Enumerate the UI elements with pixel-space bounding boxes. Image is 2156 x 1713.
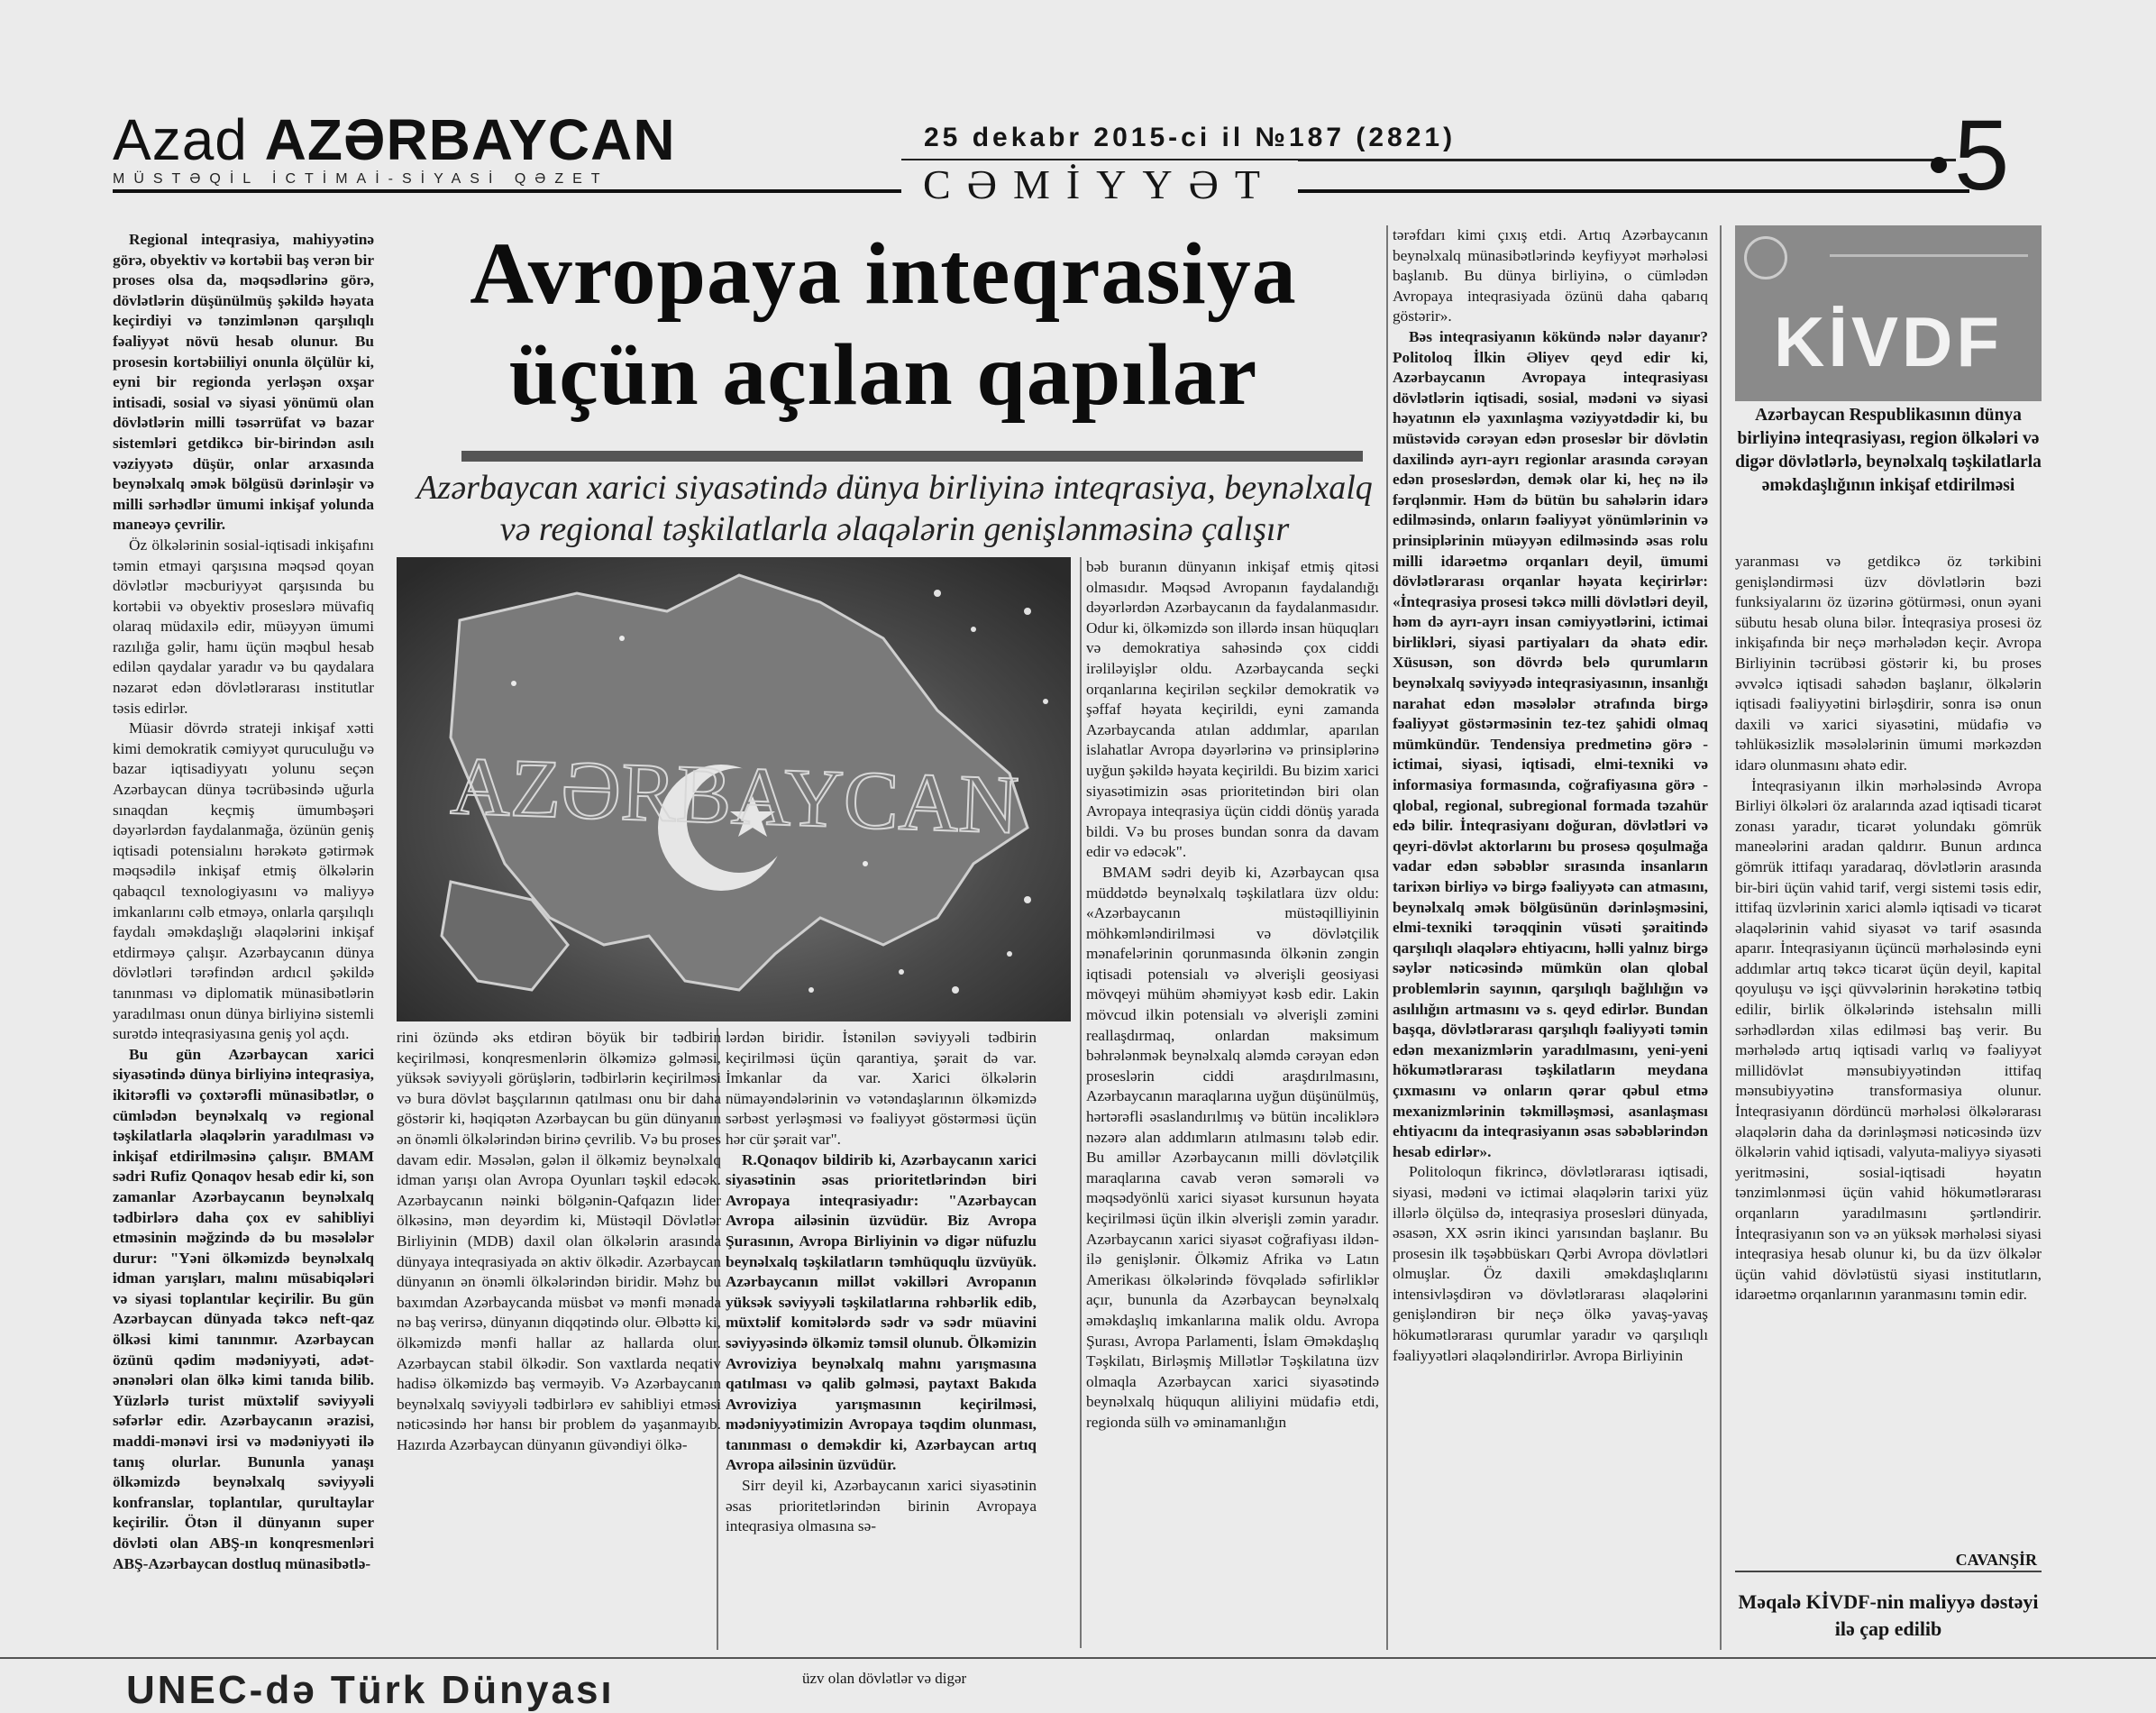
newspaper-tagline: MÜSTƏQİL İCTİMAİ-SİYASİ QƏZET (113, 171, 609, 187)
column-divider (1080, 557, 1082, 1648)
page-number: 5 (1954, 100, 2010, 211)
column-paragraph: R.Qonaqov bildirib ki, Azərbaycanın xarici siyasətinin əsas prioritetlərindən biri Avropaya inteqrasiyadır: "Azərbaycan Avropa ailəsinin üzvüdür. Biz Avropa Şurasının, Avropa Birliyinin və digər nüfuzlu beynəlxalq təşkilatların təmhüquqlu üzvüyük. Azərbaycanın millət vəkilləri Avropanın yüksək səviyyəli təşkilatlarına rəhbərlik edib, müxtəlif komitələrdə sədr və sədr müavini səviyyəsində ölkəmiz təmsil olunub. Ölkəmizin Avroviziya beynəlxalq mahnı yarışmasına qatılması və qalib gəlməsi, paytaxt Bakıda Avroviziya yarışmasının keçirilməsi, mədəniyyətimizin Avropaya təqdim olunması, tanınması o deməkdir ki, Azərbaycan artıq Avropa ailəsinin üzvüdür. (726, 1150, 1037, 1474)
page-bottom-rule (0, 1657, 2156, 1659)
footnote-rule (1735, 1571, 2042, 1572)
column-paragraph: Bəs inteqrasiyanın kökündə nələr dayanır? Politoloq İlkin Əliyev qeyd edir ki, Azərbaycanın Avropaya inteqrasiyası dövlətlərin iqtisadi, sosial, mədəni və siyasi həyatının elə yaxınlaşma vəziyyətdədir ki, bu müstəvidə cərəyan edən proseslər bir dövlətin daxilində ayrı-ayrı regionlar arasında cərəyan edən proseslərdən, demək olar ki, heç nə ilə fərqlənmir. Həm də bütün bu sahələrin idarə edilməsində, onların fəaliyyət yönümlərinin və prinsiplərinin müəyyən edilməsində əsas rolu milli idarəetmə orqanları deyil, ümumi dövlətlərarası orqanlar həyata keçirirlər: «İnteqrasiya prosesi təkcə milli dövlətləri deyil, həm də ayrı-ayrı insan cəmiyyətlərini, ictimai birlikləri, siyasi partiyaları da əhatə edir. Xüsusən, son dövrdə belə qurumların beynəlxalq səviyyədə inteqrasiyasının, insanlığı narahat edən məsələlər ətrafında birgə fəaliyyət göstərməsinin tez-tez şahidi olmaq mümkündür. Tendensiya predmetinə görə - ictimai, siyasi, iqtisadi, elmi-texniki və informasiya formasında, coğrafiyasına görə - qlobal, regional, subregional formada təzahür edə bilir. İnteqrasiyanı doğuran, dövlətləri və qeyri-dövlət aktorlarını bu prosesə qoşulmağa vadar edən səbəblər sırasında insanların tarixən birliyə və birgə fəaliyyətə can atmasını, beynəlxalq əmək bölgüsünün dərinləşməsini, elmi-texniki tərəqqinin vüsəti şəraitində qarşılıqlı əlaqələrə ehtiyacını, həlli yalnız birgə səylər nəticəsində mümkün olan qlobal problemlərin sayının, qarşılıqlı bağlılığın və asılılığın artmasını və s. qeyd edirlər. Bundan başqa, dövlətlərarası qarşılıqlı fəaliyyəti təmin edən mexanizmlərin yaradılmasını, yeni-yeni hökumətlərarası təşkilatların meydana çıxmasını və onların qərar qəbul etmə mexanizmlərinin təkmilləşməsi, asanlaşması ehtiyacını da inteqrasiyanın əsas səbəblərindən hesab edirlər». (1393, 327, 1708, 1160)
newspaper-name (113, 106, 676, 173)
article-author: CAVANŞİR (1955, 1551, 2037, 1569)
column-paragraph: yaranması və getdikcə öz tərkibini genişləndirməsi üzv dövlətlərin bəzi funksiyalarını öz üzərinə götürməsi, onun əyani sübutu hesab oluna bilər. İnteqrasiya prosesi öz inkişafında bir neçə mərhələdən keçir. Avropa Birliyinin təcrübəsi göstərir ki, bu proses əvvəlcə iqtisadi sahədən başlanır, ölkələrin iqtisadi fəaliyyətini birləşdirir, sonra isə onun daxili və xarici siyasətini, müdafiə və təhlükəsizlik məsələlərinin ümumi mərkəzdən idarə olunmasını əhatə edir. (1735, 553, 2042, 774)
column-paragraph: tərəfdarı kimi çıxış etdi. Artıq Azərbaycanın beynəlxalq münasibətlərində keyfiyyət mərhələsi başlanıb. Bu dünya birliyinə, o cümlədən Avropaya inteqrasiyada özünü daha qabarıq göstərir». (1393, 226, 1708, 325)
article-column-5 (1393, 225, 1708, 1650)
issue-date: 25 dekabr 2015-ci il №187 (2821) (924, 123, 1457, 152)
article-column-4 (1086, 557, 1379, 1648)
section-title: CƏMİYYƏT (901, 160, 1298, 208)
kivdf-logo-text: KİVDF (1774, 302, 2003, 381)
column-paragraph: BMAM sədri deyib ki, Azərbaycan qısa müddətdə beynəlxalq təşkilatlara üzv oldu: «Azərbaycanın müstəqilliyinin möhkəmləndirilməsi və dövlətçilik mənafelərinin qorunmasında ölkənin zəngin iqtisadi potensialı və əlverişli geosiyasi mövqeyi mühüm əhəmiyyət kəsb edir. Lakin mövcud ilkin potensialı və əlverişli zəmini reallaşdırmaq, onlardan maksimum bəhrələnmək beynəlxalq aləmdə cərəyan edən proseslərin ciddi araşdırılmasını, Azərbaycanın maraqlarına uyğun düşünülmüş, hərtərəfli əsaslandırılmış və bütün incəliklərə nəzərə alan addımların atılmasını tələb edir. Bu amillər Azərbaycanın milli dövlətçilik maraqlarına cavab verən səmərəli və məqsədyönlü xarici siyasət kursunun həyata keçirilməsi üçün ilkin əlverişli zəmin yaradır. Azərbaycanın xarici siyasət coğrafiyası ildən-ilə genişlənir. Ölkəmiz Afrika və Latın Amerikası ölkələrində fövqəladə səfirliklər açır, bununla da Azərbaycan beynəlxalq əməkdaşlıq imkanlarına malik oldu. Avropa Şurası, Avropa Parlamenti, İslam Əməkdaşlıq Təşkilatı, Birləşmiş Millətlər Təşkilatına üzv olmaqla Azərbaycan xarici siyasətində beynəlxalq hüququn aliliyini müdafiə etdi, regionda sülh və əminamanlığın (1086, 863, 1379, 1431)
column-paragraph: rini özündə əks etdirən böyük bir tədbirin keçirilməsi, konqresmenlərin ölkəmizə gəlməsi, yüksək səviyyəli görüşlərin, tədbirlərin keçirilməsi və bura dövlət başçılarının qatılması onu bir daha göstərir ki, həqiqətən Azərbaycan bu gün dünyanın ən önəmli ölkələrindən birinə çevrilib. Və bu proses davam edir. Məsələn, gələn il ölkəmiz beynəlxalq idman yarışı olan Avropa Oyunları təşkil edəcək. Azərbaycanın nəinki bölgənin-Qafqazın lider ölkəsinə, mən deyərdim ki, Müstəqil Dövlətlər Birliyinin (MDB) daxil olan ölkələrin arasında dünyaya inteqrasiyada ən aktiv ölkədir. Azərbaycan dünyanın ən önəmli ölkələrindən biridir. Məhz bu baxımdan Azərbaycanda müsbət və mənfi mənada nə baş verirsə, dünyanın diqqətində olur. Əlbəttə ki, ölkəmizdə mənfi hallar az hallarda olur. Azərbaycan stabil ölkədir. Son vaxtlarda neqativ hadisə ölkəmizdə baş verməyib. Və Azərbaycanın beynəlxalq səviyyəli tədbirlərə ev sahibliyi etməsi nəticəsində hər hansı bir problem də yaşanmayıb. Hazırda Azərbaycan dünyanın güvəndiyi ölkə- (397, 1029, 721, 1453)
column-paragraph: lərdən biridir. İstənilən səviyyəli tədbirin keçirilməsi üçün qarantiya, şərait də var. İmkanlar da var. Xarici ölkələrin nümayəndələrinin və vətəndaşlarının ölkəmizdə sərbəst yerləşməsi və fəaliyyət göstərməsi üçün hər cür şərait var". (726, 1029, 1037, 1148)
funding-footnote: Məqalə KİVDF-nin maliyyə dəstəyi ilə çap edilib (1738, 1590, 2039, 1640)
article-column-1 (113, 230, 374, 1641)
next-article-headline: UNEC-də Türk Dünyası (126, 1668, 615, 1712)
column-paragraph: Regional inteqrasiya, mahiyyətinə görə, obyektiv və kortəbii baş verən bir proses olsa da, məqsədlərinə görə, dövlətlərin düşünülmüş şəkildə həyata keçirdiyi və tənzimlənən qarşılıqlı fəaliyyət növü hesab olunur. Bu prosesin kortəbiiliyi onunla ölçülür ki, eyni bir regionda yerləşən oxşar intisadi, sosial və siyasi yönümü olan dövlətlərin milli təsərrüfat və bazar sistemləri getdikcə bir-birindən asılı vəziyyətə düşür, onlar arxasında beynəlxalq əmək bölgüsü dərinləşir və milli sərhədlər ümumi inkişaf yolunda maneəyə çevrilir. (113, 231, 374, 534)
next-article-fragment: üzv olan dövlətlər və digər (802, 1670, 967, 1687)
column-paragraph: Bu gün Azərbaycan xarici siyasətində dünya birliyinə inteqrasiya, ikitərəfli və çoxtərəfli münasibətlər, o cümlədən beynəlxalq və regional təşkilatlarla əlaqələrin yaradılması və inkişaf etdirilməsinə çalışır. BMAM sədri Rufiz Qonaqov hesab edir ki, son zamanlar Azərbaycanın beynəlxalq tədbirlərə daha çox ev sahibliyi etməsinin məğzində də bu məsələlər durur: "Yəni ölkəmizdə beynəlxalq idman yarışları, malını müsabiqələri və siyasi toplantılar keçirilir. Bu gün Azərbaycan dünyada təkcə neft-qaz ölkəsi kimi tanınmır. Azərbaycan özünü qədim mədəniyyəti, adət-ənənələri olan ölkə kimi tanıda bilib. Yüzlərlə turist müxtəlif səviyyəli səfərlər edir. Azərbaycanın ərazisi, maddi-mənəvi irsi və mədəniyyəti ilə tanış olurlar. Bununla yanaşı ölkəmizdə beynəlxalq səviyyəli konfranslar, toplantılar, qurultaylar keçirilir. Ötən il dünyanın super dövləti olan ABŞ-ın konqresmenləri ABŞ-Azərbaycan dostluq münasibətlə- (113, 1045, 374, 1572)
article-column-6 (1735, 552, 2042, 1553)
column-paragraph: Öz ölkələrinin sosial-iqtisadi inkişafını təmin etmayi qarşısına məqsəd qoyan dövlətlər məcburiyyət qarşısında bu kortəbii və obyektiv proseslərə müvafiq olaraq müdaxilə edir, müəyyən ümumi razılığa gəlir, hamı üçün məqbul hesab edilən qaydalar yaradır və bu qaydalara nəzarət edən dövlətlərarası institutlar təsis edirlər. (113, 536, 374, 717)
newspaper-name-bold: AZƏRBAYCAN (264, 107, 676, 172)
article-subhead: Azərbaycan xarici siyasətində dünya birliyinə inteqrasiya, beynəlxalq və regional təşkilatlarla əlaqələrin genişlənməsinə çalışır (416, 469, 1373, 548)
column-paragraph: Müasir dövrdə strateji inkişaf xətti kimi demokratik cəmiyyət quruculuğu və bazar iqtisadiyyatı yolunu seçən Azərbaycan dünya təcrübəsində uğurla sınaqdan keçmiş ümumbəşəri dəyərlərdən faydalanmağa, özünün geniş iqtisadi potensialını hərəkətə gətirmək məqsədilə inkişaf etmiş ölkələrin qabaqcıl texnologiyasını və maliyyə imkanlarını cəlb etməyə, onlarla qarşılıqlı faydalı əməkdaşlığı əlaqələrini inkişaf etdirməyə çalışır. Azərbaycanın dünya dövlətləri tərəfindən ardıcıl şəkildə tanınması və diplomatik münasibətlərin yaradılması onun dünya birliyinə sistemli surətdə inteqrasiyasına geniş yol açdı. (113, 719, 374, 1043)
column-divider (1386, 225, 1388, 1650)
article-column-3 (726, 1028, 1037, 1650)
map-label: AZƏRBAYCAN (449, 739, 1020, 851)
kivdf-header-line (1830, 254, 2028, 257)
kivdf-caption: Azərbaycan Respublikasının dünya birliyinə inteqrasiyası, region ölkələri və digər dövlətlərlə, beynəlxalq təşkilatlarla əməkdaşlığının inkişaf etdirilməsi (1735, 406, 2042, 495)
column-paragraph: Sirr deyil ki, Azərbaycanın xarici siyasətinin əsas prioritetlərindən birinin Avropaya inteqrasiya olmasına sə- (726, 1477, 1037, 1535)
column-paragraph: bəb buranın dünyanın inkişaf etmiş qitəsi olmasıdır. Məqsəd Avropanın faydalandığı dəyərlərdən Azərbaycanın da faydalanmasıdır. Odur ki, ölkəmizdə son illərdə insan hüquqları və demokratiya sahəsində çox ciddi irəliləyişlər oldu. Azərbaycanda seçki orqanlarına keçirilən seçkilər demokratik və şəffaf həyata keçirildi, eyni zamanda Azərbaycanda atılan addımlar, aparılan islahatlar Avropa dəyərlərinə və prinsiplərinə uyğun şəkildə həyata keçirildi. Bu bizim xarici siyasətimizin əsas prioritetindən biri olan Avropaya inteqrasiya üçün ciddi dönüş yarada bildi. Və bu proses bundan sonra da davam edir və edəcək". (1086, 558, 1379, 861)
emblem-icon (1744, 236, 1787, 279)
bullet-icon (1931, 157, 1947, 173)
column-divider (1720, 225, 1722, 1650)
article-headline: Avropaya inteqrasiya üçün açılan qapılar (470, 225, 1297, 424)
newspaper-name-thin: Azad (113, 107, 265, 172)
article-column-2 (397, 1028, 721, 1650)
column-paragraph: Politoloqun fikrincə, dövlətlərarası iqtisadi, siyasi, mədəni və ictimai əlaqələrin tarixi yüz illərlə ölçülsə də, inteqrasiya prosesləri dünyada, əsasən, XX əsrin ikinci yarısından başlanır. Bu prosesin ilk təşəbbüskarı Qərbi Avropa dövlətləri olmuşlar. Öz daxili əməkdaşlıqlarını intensivləşdirən və dövlətlərarası əlaqələrini genişləndirən bir neçə ölkə yavaş-yavaş hökumətlərarası qurumlar yaradır və qarşılıqlı fəaliyyətləri əlaqələndirirlər. Avropa Birliyinin (1393, 1163, 1708, 1364)
column-paragraph: İnteqrasiyanın ilkin mərhələsində Avropa Birliyi ölkələri öz aralarında azad iqtisadi ticarət zonası yaradır, ticarət yolundakı gömrük maneələrini aradan qaldırır. Bunun ardınca gömrük ittifaqı yaradaraq, dövlətlərin arasında bir-biri üçün vahid tarif, vergi sistemi təsis edir, ittifaq üzvlərinin xarici aləmlə iqtisadi və ticarət əlaqələrinin vahid siyasət və tarif əsasında aparır. İnteqrasiyanın üçüncü mərhələsində eyni addımlar artıq təkcə ticarət üçün deyil, kapital qoyuluşu və işçi qüvvələrinin hərəkətinə tətbiq edilir, birlik ölkələrində istehsalın milli sərhədlərdən xilas edilməsi baş verir. Bu mərhələdə artıq iqtisadi varlıq və fəaliyyət millidövlət mənsubiyyətindən ittifaq mənsubiyyətinə transformasiya olunur. İnteqrasiyanın dördüncü mərhələsi ölkələrarası əlaqələrin daha da dərinləşməsi nəticəsində üzv ölkələrin vahid iqtisadi, valyuta-maliyyə siyasəti yeritməsini, sosial-iqtisadi həyatın tənzimlənməsi üçün vahid hökumətlərarası orqanların yaradılmasını şərtləndirir. İnteqrasiyanın son və ən yüksək mərhələsi siyasi inteqrasiya hesab olunur ki, bu da üzv ölkələr üçün vahid dövlətüstü siyasi institutların, idarəetmə orqanlarının yaranmasını təmin edir. (1735, 776, 2042, 1304)
azerbaijan-map-image (397, 557, 1071, 1021)
headline-rule (461, 451, 1363, 462)
